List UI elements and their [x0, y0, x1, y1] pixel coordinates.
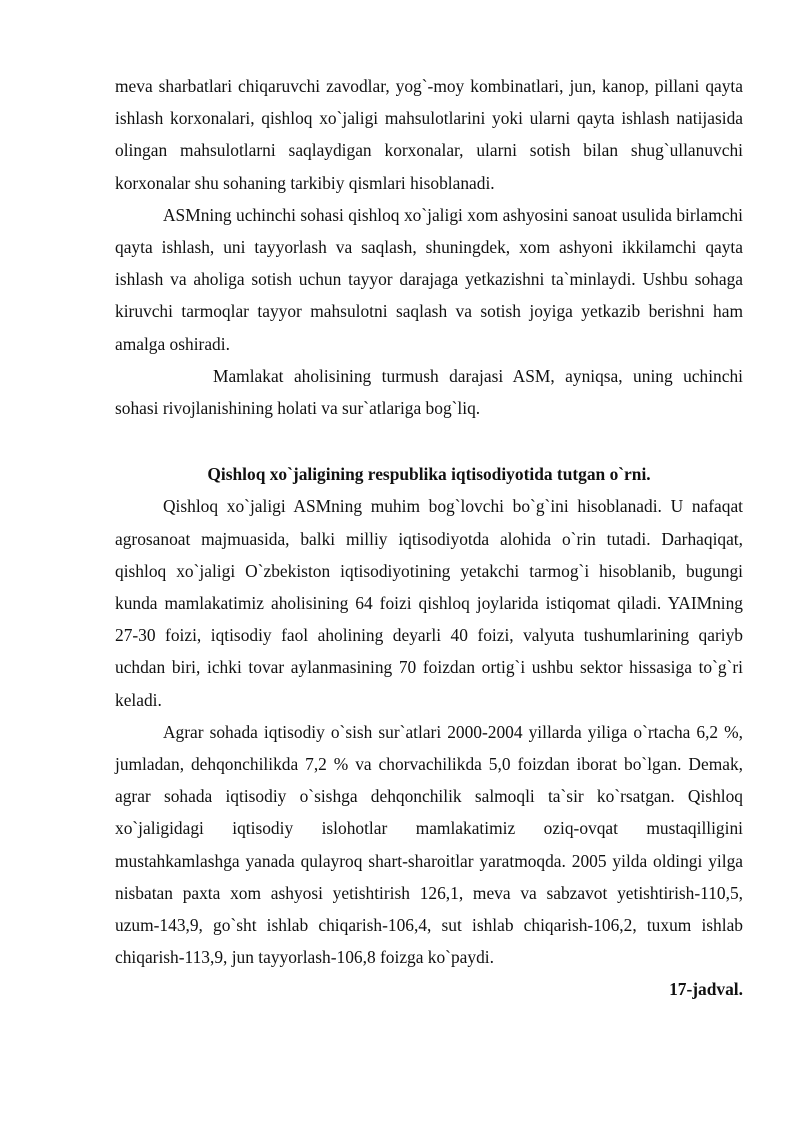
- paragraph-agriculture-role: Qishloq xo`jaligi ASMning muhim bog`lovchi bo`g`ini hisoblanadi. U nafaqat agrosanoat majmuasida, balki milliy iqtisodiyotda alohida o`rin tutadi. Darhaqiqat, qishloq xo`jaligi O`zbekiston iqtisodiyotining yetakchi tarmog`i hisoblanib, bugungi kunda mamlakatimiz aholisining 64 foizi qishloq joylarida istiqomat qiladi. YAIMning 27-30 foizi, iqtisodiy faol aholining deyarli 40 foizi, valyuta tushumlarining qariyb uchdan biri, ichki tovar aylanmasining 70 foizdan ortig`i ushbu sektor hissasiga to`g`ri keladi.: [115, 496, 743, 710]
- section-heading: Qishloq xo`jaligining respublika iqtisodiyotida tutgan o`rni.: [207, 464, 651, 485]
- paragraph-third-sector: ASMning uchinchi sohasi qishloq xo`jaligi xom ashyosini sanoat usulida birlamchi qayta ishlash, uni tayyorlash va saqlash, shuningdek, xom ashyoni ikkilamchi qayta ishlash va aholiga sotish uchun tayyor darajaga yetkazishni ta`minlaydi. Ushbu sohaga kiruvchi tarmoqlar tayyor mahsulotni saqlash va sotish joyiga yetkazib berishni ham amalga oshiradi.: [115, 204, 743, 354]
- table-label: 17-jadval.: [669, 979, 743, 1000]
- paragraph-living-standard: Mamlakat aholisining turmush darajasi ASM, ayniqsa, uning uchinchi sohasi rivojlanishining holati va sur`atlariga bog`liq.: [115, 365, 743, 419]
- paragraph-growth-rates: Agrar sohada iqtisodiy o`sish sur`atlari 2000-2004 yillarda yiliga o`rtacha 6,2 %, jumladan, dehqonchilikda 7,2 % va chorvachilikda 5,0 foizdan iborat bo`lgan. Demak, agrar sohada iqtisodiy o`sishga dehqonchilik salmoqli ta`sir ko`rsatgan. Qishloq xo`jaligidagi iqtisodiy islohotlar mamlakatimiz oziq-ovqat mustaqilligini mustahkamlashga yanada qulayroq shart-sharoitlar yaratmoqda. 2005 yilda oldingi yilga nisbatan paxta xom ashyosi yetishtirish 126,1, meva va sabzavot yetishtirish-110,5, uzum-143,9, go`sht ishlab chiqarish-106,4, sut ishlab chiqarish-106,2, tuxum ishlab chiqarish-113,9, jun tayyorlash-106,8 foizga ko`paydi.: [115, 721, 743, 968]
- paragraph-continuation: meva sharbatlari chiqaruvchi zavodlar, yog`-moy kombinatlari, jun, kanop, pillani qayta ishlash korxonalari, qishloq xo`jaligi mahsulotlarini yoki ularni qayta ishlash natijasida olingan mahsulotlarni saqlaydigan korxonalar, ularni sotish bilan shug`ullanuvchi korxonalar shu sohaning tarkibiy qismlari hisoblanadi.: [115, 76, 743, 193]
